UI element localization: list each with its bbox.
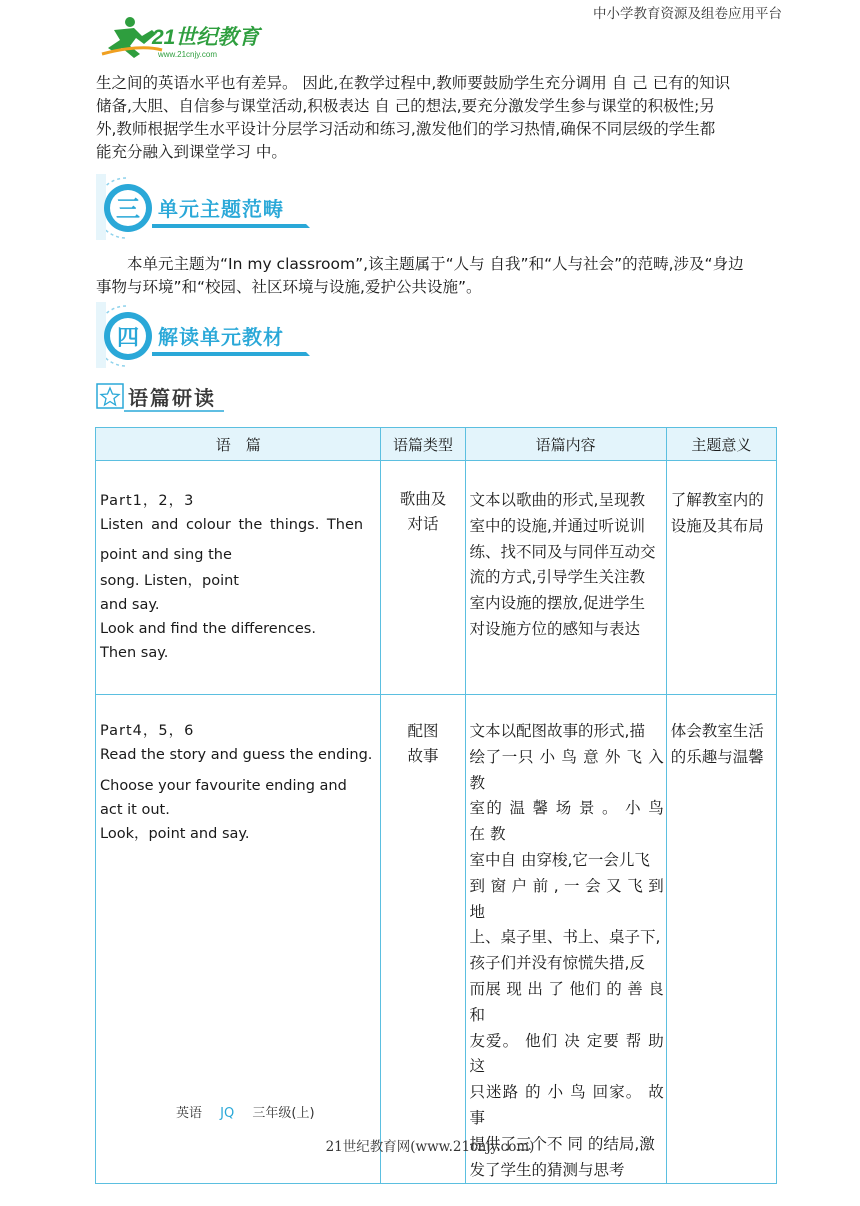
header-type: 语篇类型 bbox=[381, 428, 465, 461]
content-line: 发了学生的猜测与思考 bbox=[469, 1160, 625, 1179]
content-line: 到 窗 户 前 , 一 会 又 飞 到 地 bbox=[469, 876, 664, 921]
content-line: 室中的设施,并通过听说训 bbox=[469, 516, 645, 535]
section-3-number: 三 bbox=[116, 195, 140, 223]
table-row bbox=[96, 461, 777, 695]
part-line: point and sing the bbox=[100, 547, 232, 563]
section-3-line: 事物与环境”和“校园、社区环境与设施,爱护公共设施”。 bbox=[96, 278, 482, 296]
logo-text: 21世纪教育 bbox=[152, 26, 260, 49]
meaning-line: 体会教室生活 bbox=[670, 722, 764, 740]
part-line: Look，point and say. bbox=[100, 826, 250, 842]
content-line: 文本以歌曲的形式,呈现教 bbox=[469, 491, 645, 509]
logo-url: www.21cnjy.com bbox=[158, 50, 217, 59]
cell-content bbox=[465, 461, 666, 695]
footer-course-info bbox=[176, 1102, 315, 1121]
cell-meaning bbox=[666, 461, 776, 695]
type-line: 对话 bbox=[407, 515, 439, 533]
content-line: 练、找不同及与同伴互动交 bbox=[469, 542, 656, 561]
content-line: 绘了一只 小 鸟 意 外 飞 入 教 bbox=[469, 747, 664, 792]
cell-content bbox=[465, 695, 666, 1184]
subsection-title: 语篇研读 bbox=[128, 386, 216, 410]
footer-site: 21世纪教育网(www.21cnjy.com) bbox=[325, 1139, 535, 1155]
header-content: 语篇内容 bbox=[465, 428, 666, 461]
content-line: 流的方式,引导学生关注教 bbox=[469, 568, 645, 587]
intro-line: 外,教师根据学生水平设计分层学习活动和练习,激发他们的学习热情,确保不同层级的学生都 bbox=[96, 120, 716, 138]
part-line: and say. bbox=[100, 597, 160, 613]
footer-edition: JQ bbox=[220, 1106, 235, 1121]
content-line: 室中自 由穿梭,它一会儿飞 bbox=[469, 850, 650, 869]
type-line: 配图 bbox=[407, 722, 439, 740]
content-line: 提供了三个不 同 的结局,激 bbox=[469, 1134, 655, 1153]
section-3-heading bbox=[96, 174, 316, 240]
header-text: 语 篇 bbox=[96, 428, 381, 461]
section-4-number: 四 bbox=[116, 326, 140, 351]
part-line: Listen and colour the things. Then bbox=[100, 517, 364, 533]
content-line: 友爱。 他们 决 定要 帮 助这 bbox=[469, 1031, 664, 1076]
content-line: 室的 温 馨 场 景 。 小 鸟 在 教 bbox=[469, 799, 664, 844]
part-line: Part1，2，3 bbox=[100, 493, 195, 509]
content-line: 孩子们并没有惊慌失措,反 bbox=[469, 954, 645, 973]
type-line: 歌曲及 bbox=[399, 490, 447, 508]
section-3-body bbox=[96, 253, 778, 299]
part-line: Read the story and guess the ending. bbox=[100, 747, 373, 763]
type-line: 故事 bbox=[407, 747, 439, 765]
logo bbox=[100, 14, 270, 60]
cell-type bbox=[381, 461, 465, 695]
intro-paragraph bbox=[96, 72, 778, 164]
content-line: 室内设施的摆放,促进学生 bbox=[469, 594, 645, 613]
part-line: act it out. bbox=[100, 802, 170, 818]
content-line: 文本以配图故事的形式,描 bbox=[469, 722, 645, 740]
part-line: Part4，5，6 bbox=[100, 723, 195, 739]
section-3-title: 单元主题范畴 bbox=[158, 197, 284, 221]
cell-meaning bbox=[666, 695, 776, 1184]
section-4-title: 解读单元教材 bbox=[158, 325, 284, 349]
header-meaning: 主题意义 bbox=[666, 428, 776, 461]
text-analysis-table bbox=[95, 427, 777, 1184]
meaning-line: 了解教室内的 bbox=[670, 491, 764, 509]
intro-line: 储备,大胆、自信参与课堂活动,积极表达 自 己的想法,要充分激发学生参与课堂的积极性;另 bbox=[96, 97, 715, 115]
part-line: Then say. bbox=[100, 645, 169, 661]
meaning-line: 的乐趣与温馨 bbox=[670, 747, 764, 766]
meaning-line: 设施及其布局 bbox=[670, 516, 764, 535]
subsection-heading bbox=[96, 380, 246, 414]
content-line: 对设施方位的感知与表达 bbox=[469, 619, 641, 638]
cell-part bbox=[96, 461, 381, 695]
content-line: 而展 现 出 了 他们 的 善 良和 bbox=[469, 979, 664, 1024]
site-name: 中小学教育资源及组卷应用平台 bbox=[593, 6, 782, 22]
intro-line: 能充分融入到课堂学习 中。 bbox=[96, 143, 287, 161]
intro-line: 生之间的英语水平也有差异。 因此,在教学过程中,教师要鼓励学生充分调用 自 己 已有的知识 bbox=[96, 74, 731, 92]
footer-subject: 英语 bbox=[176, 1106, 203, 1121]
content-line: 只迷路 的 小 鸟 回家。 故事 bbox=[469, 1083, 664, 1127]
table-header-row bbox=[96, 428, 777, 461]
runner-logo-icon bbox=[100, 14, 270, 60]
part-line: Look and find the differences. bbox=[100, 621, 316, 637]
footer-grade: 三年级(上) bbox=[252, 1106, 315, 1121]
part-line: song. Listen，point bbox=[100, 573, 239, 589]
part-line: Choose your favourite ending and bbox=[100, 778, 347, 794]
section-4-heading bbox=[96, 302, 316, 368]
content-line: 上、桌子里、书上、桌子下, bbox=[469, 928, 661, 947]
cell-type bbox=[381, 695, 465, 1184]
section-3-line: 本单元主题为“In my classroom”,该主题属于“人与 自我”和“人与社会”的范畴,涉及“身边 bbox=[127, 255, 744, 273]
